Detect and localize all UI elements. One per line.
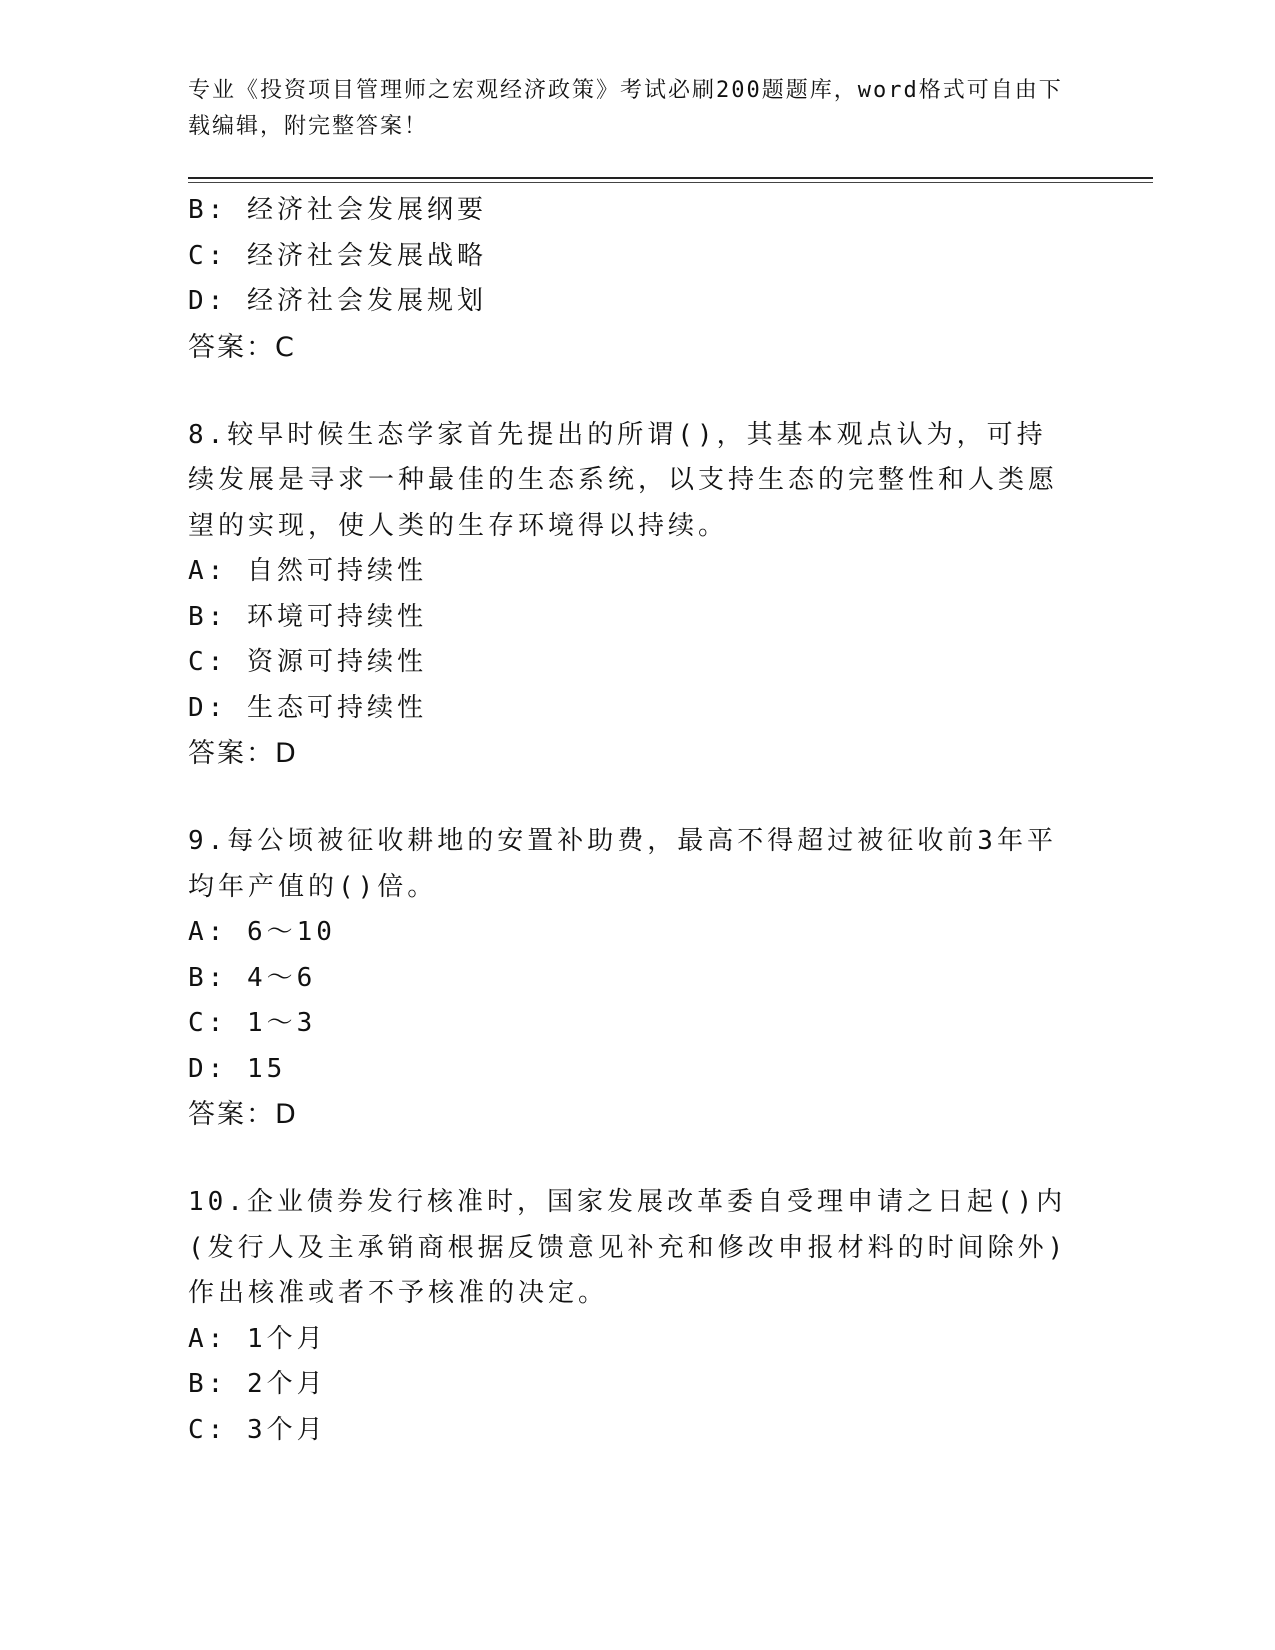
option-d: D: 经济社会发展规划 [188, 286, 487, 316]
question-list [188, 188, 1068, 1453]
option-d: D: 生态可持续性 [188, 692, 427, 723]
option-c: C: 经济社会发展战略 [188, 240, 487, 271]
question-9 [188, 819, 1068, 1138]
header-rule-thin [188, 182, 1153, 183]
option-c: C: 3个月 [188, 1414, 327, 1445]
answer-line: 答案：C [188, 331, 296, 363]
header-rule-thick [188, 177, 1153, 179]
question-10 [188, 1180, 1068, 1453]
option-b: B: 经济社会发展纲要 [188, 195, 487, 225]
document-header: 专业《投资项目管理师之宏观经济政策》考试必刷200题题库，word格式可自由下载编辑，附完整答案！ [188, 78, 1063, 139]
answer-line: 答案：D [188, 738, 298, 769]
question-stem: 9.每公顷被征收耕地的安置补助费，最高不得超过被征收前3年平均年产值的()倍。 [188, 826, 1057, 902]
option-a: A: 自然可持续性 [188, 556, 427, 586]
option-b: B: 4～6 [188, 962, 317, 993]
option-b: B: 2个月 [188, 1369, 327, 1399]
option-c: C: 资源可持续性 [188, 647, 427, 677]
question-8 [188, 413, 1068, 778]
question-stem: 10.企业债券发行核准时，国家发展改革委自受理申请之日起()内(发行人及主承销商根据反馈意见补充和修改申报材料的时间除外)作出核准或者不予核准的决定。 [188, 1187, 1068, 1308]
option-a: A: 6～10 [188, 917, 336, 947]
question-7-tail [188, 188, 1068, 371]
option-b: B: 环境可持续性 [188, 601, 427, 632]
question-stem: 8.较早时候生态学家首先提出的所谓()，其基本观点认为，可持续发展是寻求一种最佳的生态系统，以支持生态的完整性和人类愿望的实现，使人类的生存环境得以持续。 [188, 419, 1059, 541]
option-d: D: 15 [188, 1053, 287, 1084]
answer-line: 答案：D [188, 1099, 298, 1130]
option-c: C: 1～3 [188, 1008, 317, 1038]
option-a: A: 1个月 [188, 1323, 327, 1354]
